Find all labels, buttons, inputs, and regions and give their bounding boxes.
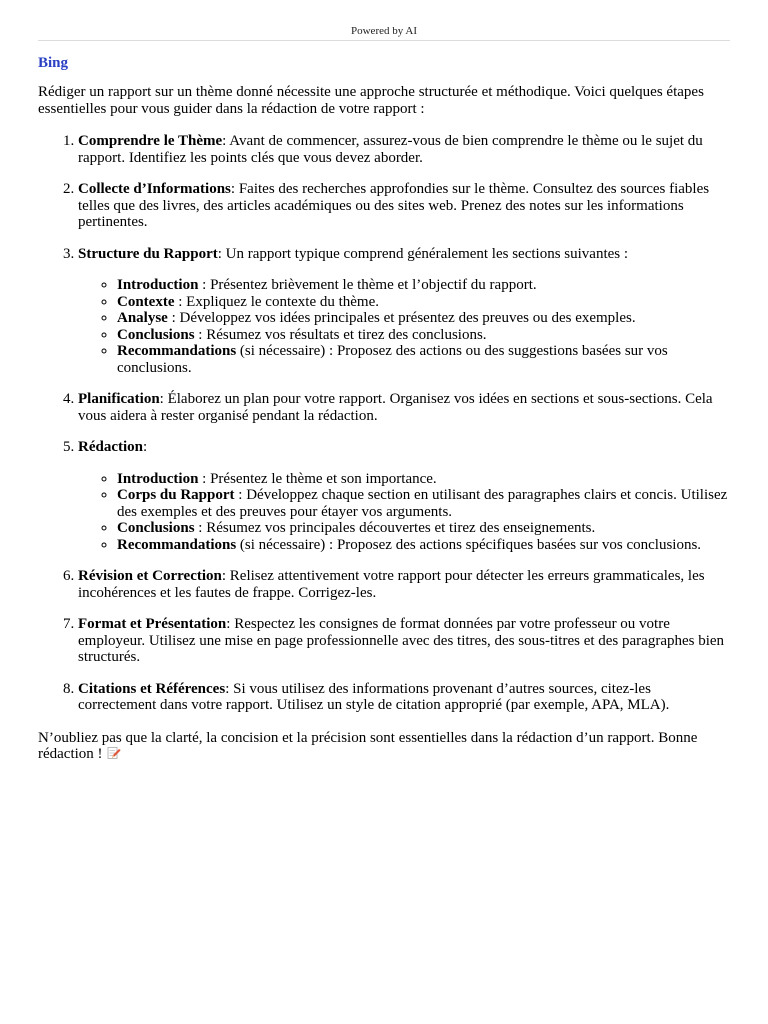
- closing-text: N’oubliez pas que la clarté, la concision et la précision sont essentielles dans la rédaction d’un rapport. Bonne rédaction !: [38, 729, 698, 762]
- step-text: : Élaborez un plan pour votre rapport. Organisez vos idées en sections et sous-sections. Cela vous aidera à rester organisé pendant la rédaction.: [78, 391, 713, 424]
- sub-item-title: Introduction: [117, 277, 199, 293]
- sub-item-title: Analyse: [117, 310, 168, 326]
- step-title: Citations et Références: [78, 680, 226, 697]
- step-title: Rédaction: [78, 439, 143, 455]
- sub-item-title: Conclusions: [117, 520, 195, 536]
- sub-item: [117, 487, 730, 520]
- response-content: [38, 55, 730, 763]
- sub-item-text: : Résumez vos principales découvertes et tirez des enseignements.: [194, 520, 596, 536]
- sub-item: [117, 294, 730, 311]
- step-item: [78, 133, 730, 166]
- step-title: Planification: [78, 391, 160, 407]
- sub-item-text: : Présentez le thème et son importance.: [198, 470, 437, 487]
- step-title: Structure du Rapport: [78, 245, 218, 262]
- step-text: : Faites des recherches approfondies sur le thème. Consultez des sources fiables telles que des livres, des articles académiques ou des sites web. Prenez des notes sur les informations pertinentes.: [78, 181, 710, 230]
- sub-item-title: Corps du Rapport: [117, 487, 235, 503]
- steps-list: [38, 133, 730, 714]
- closing-paragraph: [38, 730, 730, 763]
- step-title: Révision et Correction: [78, 568, 222, 584]
- sub-item-text: : Développez vos idées principales et présentez des preuves ou des exemples.: [167, 310, 636, 326]
- sub-list: [78, 277, 730, 376]
- step-text: : Si vous utilisez des informations provenant d’autres sources, citez-les correctement dans votre rapport. Utilisez un style de citation approprié (par exemple, APA, MLA).: [78, 680, 670, 713]
- step-item: [78, 681, 730, 714]
- sub-item: [117, 343, 730, 376]
- step-item: [78, 181, 730, 231]
- step-title: Format et Présentation: [78, 616, 227, 632]
- sub-item-text: (si nécessaire) : Proposez des actions spécifiques basées sur vos conclusions.: [236, 536, 702, 553]
- sub-item-text: (si nécessaire) : Proposez des actions ou des suggestions basées sur vos conclusions.: [117, 343, 668, 376]
- step-title: Collecte d’Informations: [78, 181, 231, 197]
- sub-item: [117, 277, 730, 294]
- step-item: [78, 246, 730, 377]
- step-item: [78, 391, 730, 424]
- step-text: :: [143, 439, 148, 455]
- sub-item-text: : Développez chaque section en utilisant des paragraphes clairs et concis. Utilisez des exemples et des preuves pour étayer vos arguments.: [117, 487, 728, 520]
- step-item: [78, 616, 730, 666]
- sub-item-text: : Présentez brièvement le thème et l’objectif du rapport.: [198, 277, 537, 293]
- step-title: Comprendre le Thème: [78, 133, 223, 149]
- step-text: : Un rapport typique comprend généralement les sections suivantes :: [217, 245, 629, 262]
- step-item: [78, 568, 730, 601]
- sub-item-title: Contexte: [117, 293, 175, 310]
- sub-item: [117, 537, 730, 554]
- source-label: Bing: [38, 55, 69, 71]
- step-item: [78, 439, 730, 553]
- sub-item: [117, 471, 730, 488]
- sub-item-text: : Résumez vos résultats et tirez des conclusions.: [194, 326, 487, 343]
- sub-item-title: Recommandations: [117, 536, 237, 553]
- sub-item-title: Conclusions: [117, 326, 195, 343]
- step-text: : Avant de commencer, assurez-vous de bien comprendre le thème ou le sujet du rapport. Identifiez les points clés que vous devez aborder.: [78, 133, 703, 166]
- sub-item: [117, 310, 730, 327]
- sub-item-title: Recommandations: [117, 343, 237, 359]
- step-text: : Respectez les consignes de format données par votre professeur ou votre employeur. Utilisez une mise en page professionnelle avec des titres, des sous-titres et des paragraphes bien structurés.: [78, 616, 725, 665]
- sub-item: [117, 520, 730, 537]
- step-text: : Relisez attentivement votre rapport pour détecter les erreurs grammaticales, les incohérences et les fautes de frappe. Corrigez-les.: [78, 568, 705, 601]
- sub-item-title: Introduction: [117, 470, 199, 487]
- sub-list: [78, 471, 730, 554]
- powered-by-header: Powered by AI: [38, 24, 730, 41]
- sub-item-text: : Expliquez le contexte du thème.: [174, 293, 379, 310]
- sub-item: [117, 327, 730, 344]
- intro-paragraph: Rédiger un rapport sur un thème donné nécessite une approche structurée et méthodique. Voici quelques étapes essentielles pour vous guider dans la rédaction de votre rapport :: [38, 84, 704, 117]
- memo-pencil-icon: [107, 746, 121, 760]
